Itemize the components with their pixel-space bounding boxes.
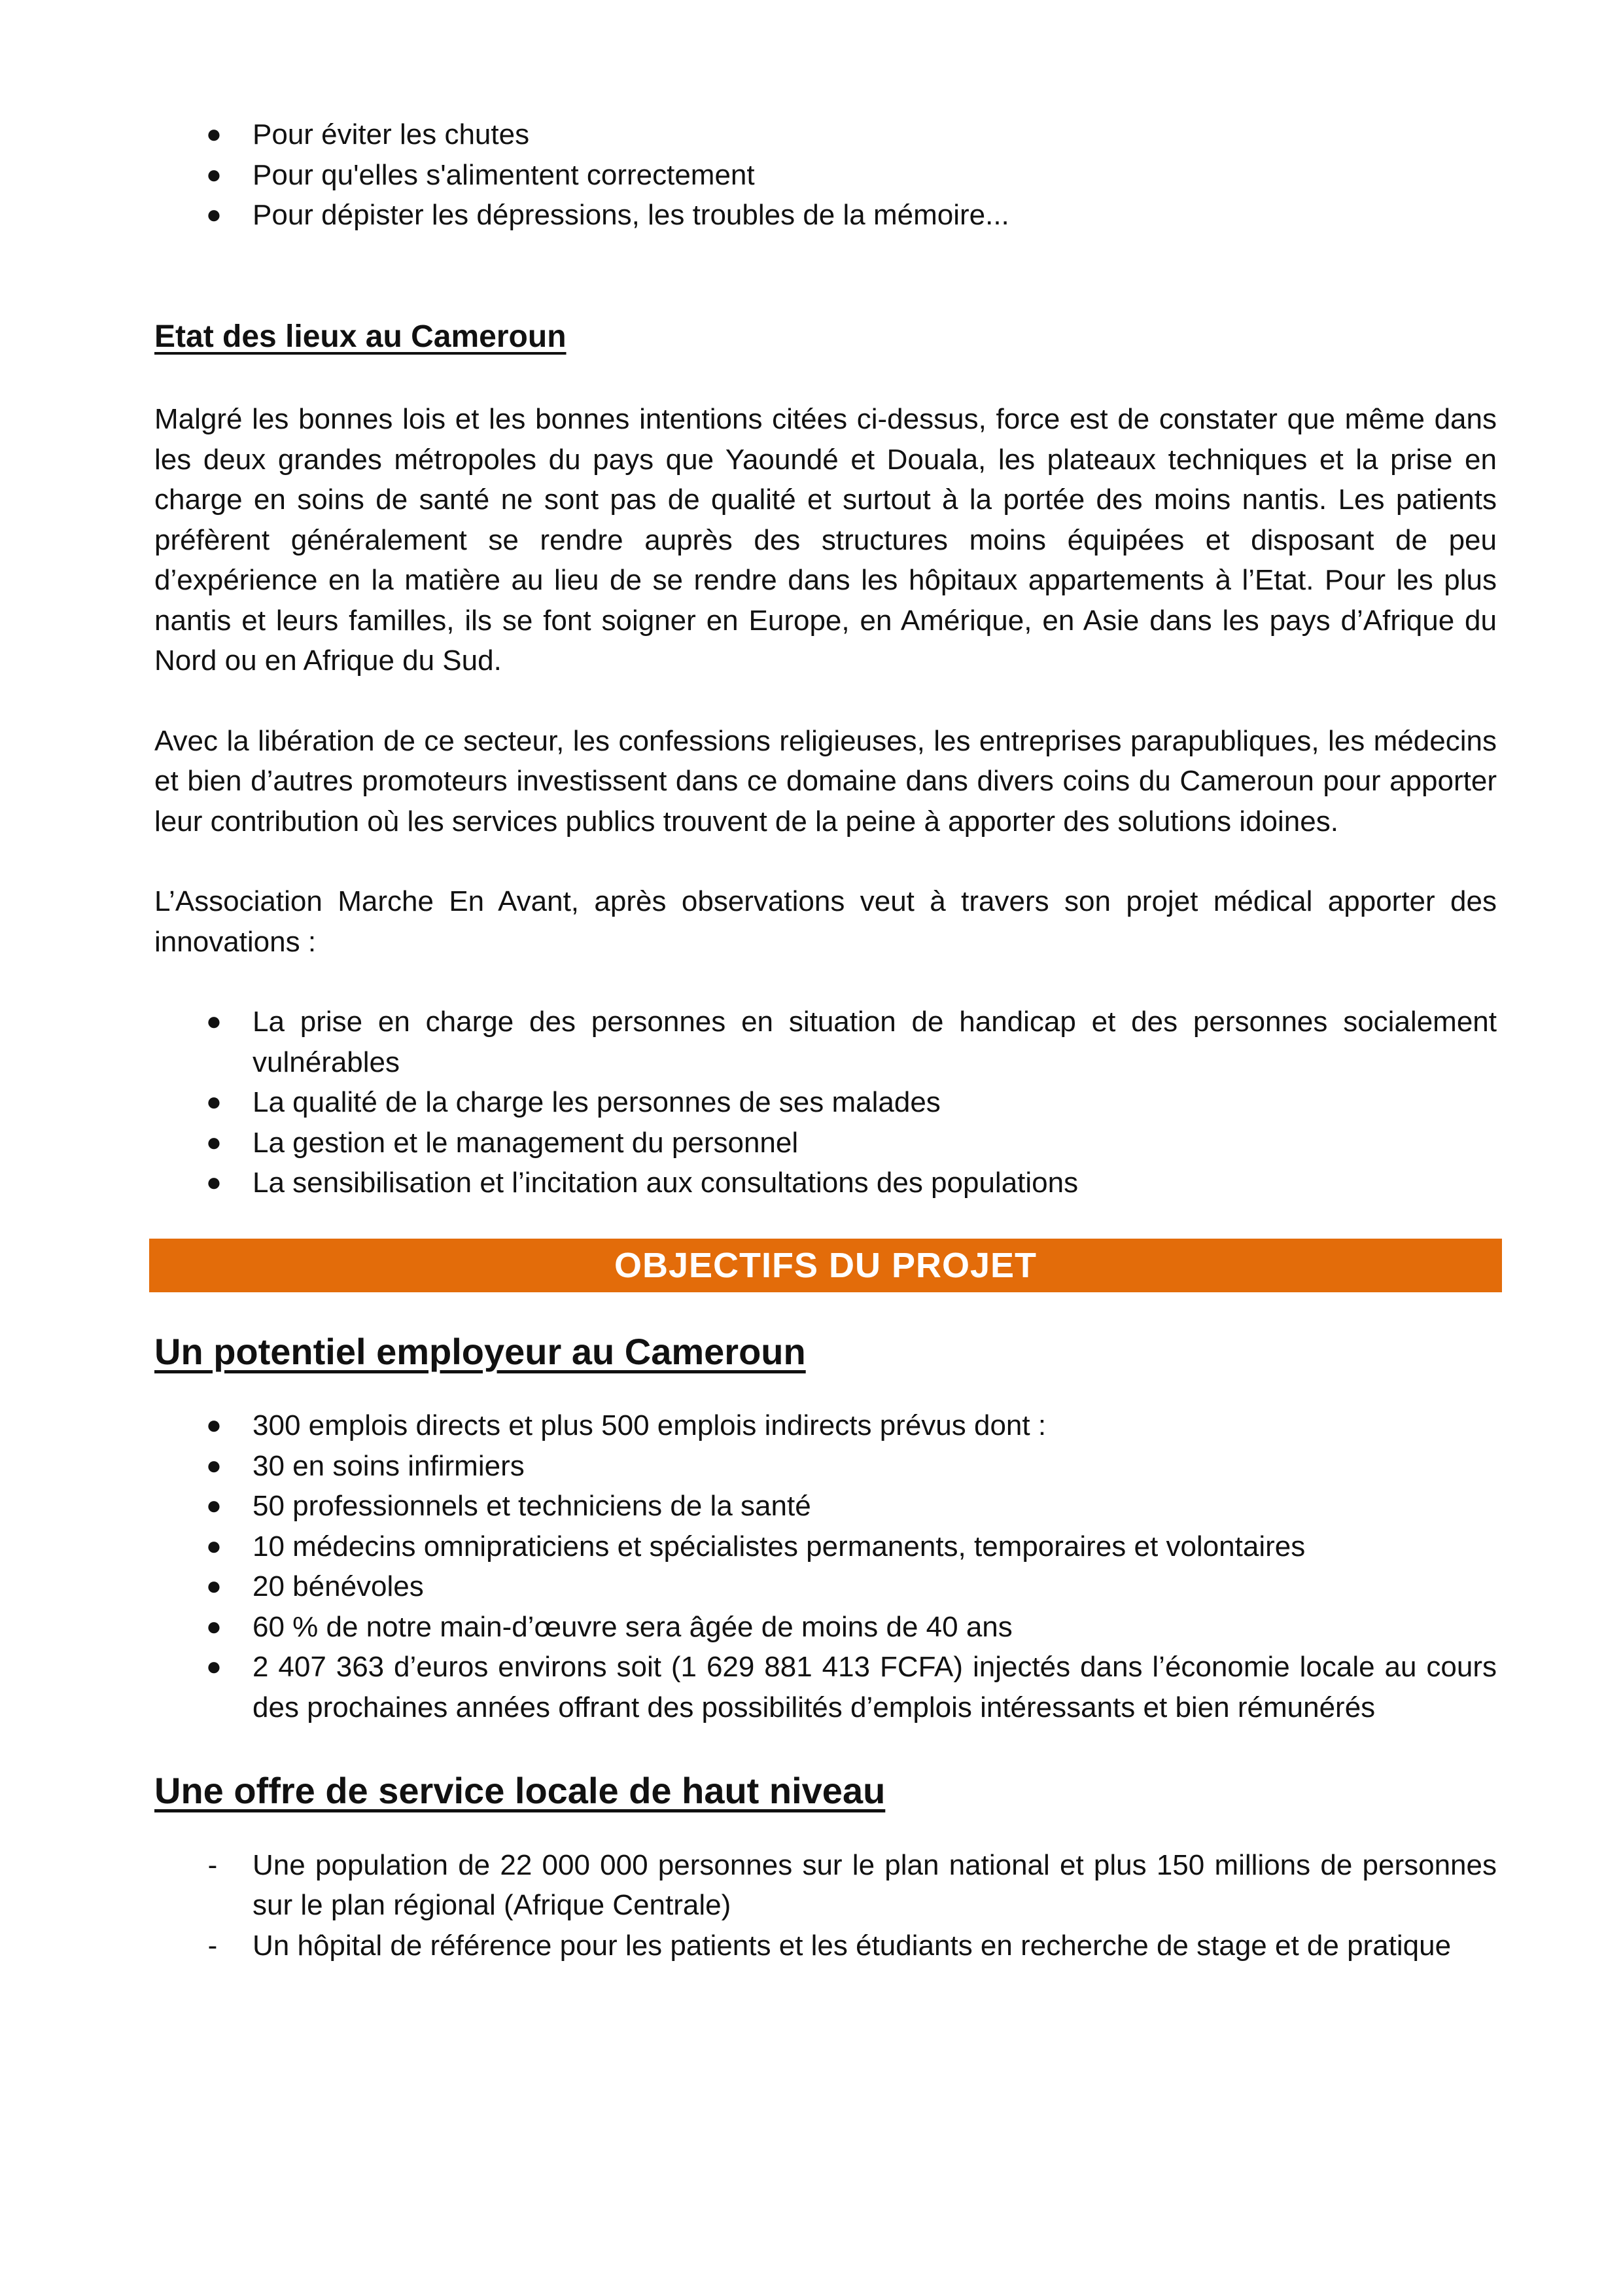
list-item: ● La gestion et le management du personnel bbox=[154, 1123, 1497, 1163]
list-item: ● La qualité de la charge les personnes de ses malades bbox=[154, 1082, 1497, 1123]
section-title-employeur: Un potentiel employeur au Cameroun bbox=[154, 1330, 806, 1372]
dash-icon: - bbox=[207, 1929, 218, 1962]
list-item: ● Pour qu'elles s'alimentent correctement bbox=[154, 155, 1497, 196]
list-item: ● Pour dépister les dépressions, les troubles de la mémoire... bbox=[154, 195, 1497, 236]
paragraph-etat-3: L’Association Marche En Avant, après observations veut à travers son projet médical apporter des innovations : bbox=[154, 885, 1497, 958]
list-item: ● 20 bénévoles bbox=[154, 1566, 1497, 1607]
list-item: ● La prise en charge des personnes en situation de handicap et des personnes socialement vulnérables bbox=[154, 1002, 1497, 1082]
bullet-icon: ● bbox=[205, 1652, 222, 1681]
bullet-icon: ● bbox=[205, 120, 222, 149]
bullet-icon: ● bbox=[205, 1007, 222, 1036]
offer-dash-list bbox=[154, 1845, 1497, 1966]
list-item: ● 10 médecins omnipraticiens et spécialistes permanents, temporaires et volontaires bbox=[154, 1527, 1497, 1567]
bullet-icon: ● bbox=[205, 1491, 222, 1520]
bullet-icon: ● bbox=[205, 1531, 222, 1561]
section-title-offre: Une offre de service locale de haut niveau bbox=[154, 1770, 886, 1811]
page-content bbox=[154, 115, 1497, 1966]
bullet-icon: ● bbox=[205, 1168, 222, 1197]
list-item: ● La sensibilisation et l’incitation aux consultations des populations bbox=[154, 1163, 1497, 1203]
list-item: ● 60 % de notre main-d’œuvre sera âgée de moins de 40 ans bbox=[154, 1607, 1497, 1648]
list-item: ● 2 407 363 d’euros environs soit (1 629 881 413 FCFA) injectés dans l’économie locale au cours des prochaines années offrant des possibilités d’emplois intéressants et bien rémunérés bbox=[154, 1647, 1497, 1727]
innovations-bullet-list bbox=[154, 1002, 1497, 1203]
list-item: ● 50 professionnels et techniciens de la santé bbox=[154, 1486, 1497, 1527]
bullet-icon: ● bbox=[205, 200, 222, 229]
bullet-icon: ● bbox=[205, 1572, 222, 1600]
bullet-icon: ● bbox=[205, 1087, 222, 1116]
employment-bullet-list bbox=[154, 1405, 1497, 1727]
objectives-banner: OBJECTIFS DU PROJET bbox=[149, 1239, 1502, 1292]
list-item: ● 300 emplois directs et plus 500 emplois indirects prévus dont : bbox=[154, 1405, 1497, 1446]
bullet-icon: ● bbox=[205, 1451, 222, 1480]
list-item: ● 30 en soins infirmiers bbox=[154, 1446, 1497, 1487]
bullet-icon: ● bbox=[205, 1612, 222, 1641]
list-item: - Un hôpital de référence pour les patients et les étudiants en recherche de stage et de pratique bbox=[154, 1926, 1497, 1966]
section-title-etat: Etat des lieux au Cameroun bbox=[154, 319, 567, 354]
paragraph-etat-2: Avec la libération de ce secteur, les confessions religieuses, les entreprises parapubliques, les médecins et bien d’autres promoteurs investissent dans ce domaine dans divers coins du Cameroun pour apporter leur contribution où les services publics trouvent de la peine à apporter des solutions idoines. bbox=[154, 724, 1497, 838]
intro-bullet-list bbox=[154, 115, 1497, 236]
bullet-icon: ● bbox=[205, 1411, 222, 1439]
bullet-icon: ● bbox=[205, 160, 222, 189]
list-item: - Une population de 22 000 000 personnes sur le plan national et plus 150 millions de personnes sur le plan régional (Afrique Centrale) bbox=[154, 1845, 1497, 1926]
dash-icon: - bbox=[207, 1848, 218, 1881]
list-item: ● Pour éviter les chutes bbox=[154, 115, 1497, 155]
bullet-icon: ● bbox=[205, 1127, 222, 1157]
paragraph-etat-1: Malgré les bonnes lois et les bonnes intentions citées ci-dessus, force est de constater que même dans les deux grandes métropoles du pays que Yaoundé et Douala, les plateaux techniques et la prise en charge en soins de santé ne sont pas de qualité et surtout à la portée des moins nantis. Les patients préfèrent généralement se rendre auprès des structures moins équipées et disposant de peu d’expérience en la matière au lieu de se rendre dans les hôpitaux appartements à l’Etat. Pour les plus nantis et leurs familles, ils se font soigner en Europe, en Amérique, en Asie dans les pays d’Afrique du Nord ou en Afrique du Sud. bbox=[154, 403, 1497, 677]
